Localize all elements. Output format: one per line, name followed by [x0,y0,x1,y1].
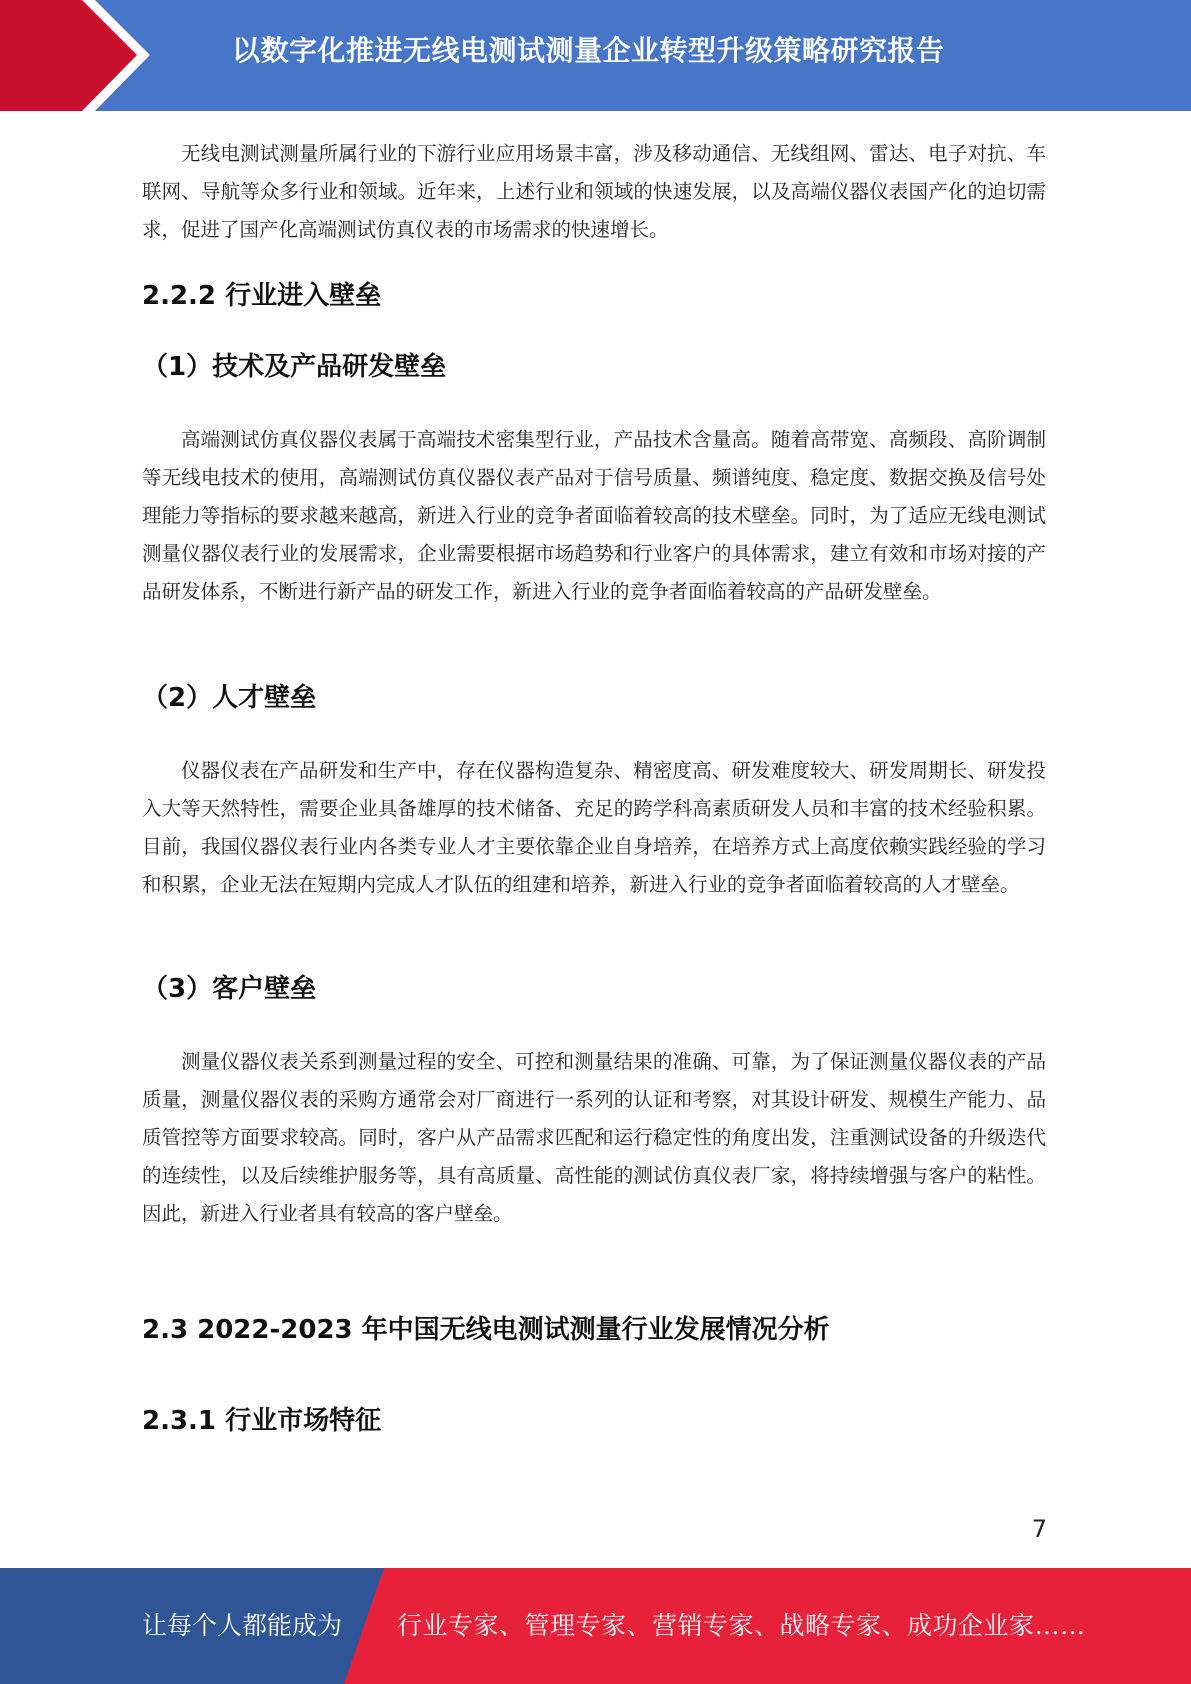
section-heading-2-3: 2.3 2022-2023 年中国无线电测试测量行业发展情况分析 [142,1315,830,1345]
header-title: 以数字化推进无线电测试测量企业转型升级策略研究报告 [232,34,945,67]
subsection-heading-tech-barrier: （1）技术及产品研发壁垒 [142,352,447,382]
section-heading-2-2-2: 2.2.2 行业进入壁垒 [142,281,382,311]
customer-barrier-paragraph: 测量仪器仪表关系到测量过程的安全、可控和测量结果的准确、可靠，为了保证测量仪器仪表的产品质量，测量仪器仪表的采购方通常会对厂商进行一系列的认证和考察，对其设计研发、规模生产能力、品质管控等方面要求较高。同时，客户从产品需求匹配和运行稳定性的角度出发，注重测试设备的升级迭代的连续性，以及后续维护服务等，具有高质量、高性能的测试仿真仪表厂家，将持续增强与客户的粘性。因此，新进入行业者具有较高的客户壁垒。 [142,1050,1046,1225]
footer-slogan-left: 让每个人都能成为 [142,1611,343,1640]
subsection-heading-talent-barrier: （2）人才壁垒 [142,683,317,713]
section-heading-2-3-1: 2.3.1 行业市场特征 [142,1406,382,1436]
header-chevron-icon [0,0,200,111]
page-footer [0,1568,1191,1684]
footer-slogan-right: 行业专家、管理专家、营销专家、战略专家、成功企业家…… [397,1611,1086,1640]
talent-barrier-paragraph: 仪器仪表在产品研发和生产中，存在仪器构造复杂、精密度高、研发难度较大、研发周期长、研发投入大等天然特性，需要企业具备雄厚的技术储备、充足的跨学科高素质研发人员和丰富的技术经验积累。目前，我国仪器仪表行业内各类专业人才主要依靠企业自身培养，在培养方式上高度依赖实践经验的学习和积累，企业无法在短期内完成人才队伍的组建和培养，新进入行业的竞争者面临着较高的人才壁垒。 [142,759,1046,896]
subsection-heading-customer-barrier: （3）客户壁垒 [142,974,317,1004]
intro-paragraph: 无线电测试测量所属行业的下游行业应用场景丰富，涉及移动通信、无线组网、雷达、电子对抗、车联网、导航等众多行业和领域。近年来，上述行业和领域的快速发展，以及高端仪器仪表国产化的迫切需求，促进了国产化高端测试仿真仪表的市场需求的快速增长。 [142,142,1046,241]
page-header [0,0,1191,111]
page-number: 7 [1031,1515,1047,1543]
tech-barrier-paragraph: 高端测试仿真仪器仪表属于高端技术密集型行业，产品技术含量高。随着高带宽、高频段、高阶调制等无线电技术的使用，高端测试仿真仪器仪表产品对于信号质量、频谱纯度、稳定度、数据交换及信号处理能力等指标的要求越来越高，新进入行业的竞争者面临着较高的技术壁垒。同时，为了适应无线电测试测量仪器仪表行业的发展需求，企业需要根据市场趋势和行业客户的具体需求，建立有效和市场对接的产品研发体系，不断进行新产品的研发工作，新进入行业的竞争者面临着较高的产品研发壁垒。 [142,428,1046,603]
